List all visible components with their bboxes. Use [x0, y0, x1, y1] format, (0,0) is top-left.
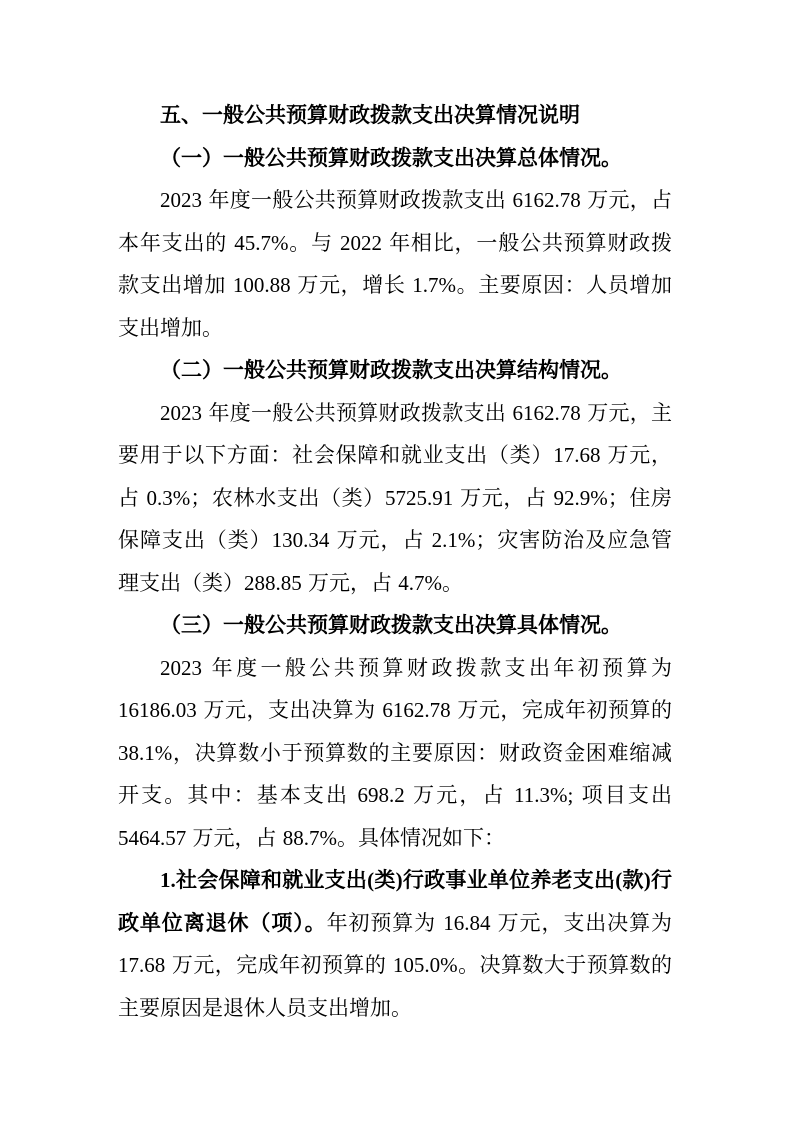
section-3-paragraph: 2023 年度一般公共预算财政拨款支出年初预算为 16186.03 万元，支出决算为 6162.78 万元，完成年初预算的 38.1%，决算数小于预算数的主要原因：财政资金困难缩减开支。其中：基本支出 698.2 万元，占 11.3%; 项目支出 5464.57 万元，占 88.7%。具体情况如下： — [118, 655, 672, 850]
chapter-heading: 五、一般公共预算财政拨款支出决算情况说明 — [160, 103, 580, 127]
section-3-item-1 — [118, 859, 672, 1029]
section-3-heading: （三）一般公共预算财政拨款支出决算具体情况。 — [160, 613, 622, 637]
document-body — [118, 94, 672, 1029]
item-1-bold-lead: 1.社会保障和就业支出(类)行政事业单位养老支出(款)行政单位离退休（项）。 — [118, 868, 672, 935]
section-1-paragraph: 2023 年度一般公共预算财政拨款支出 6162.78 万元，占本年支出的 45.7%。与 2022 年相比，一般公共预算财政拨款支出增加 100.88 万元，增长 1.7%。主要原因：人员增加支出增加。 — [118, 188, 672, 340]
section-2-paragraph: 2023 年度一般公共预算财政拨款支出 6162.78 万元，主要用于以下方面：社会保障和就业支出（类）17.68 万元，占 0.3%；农林水支出（类）5725.91 万元，占 92.9%；住房保障支出（类）130.34 万元，占 2.1%；灾害防治及应急管理支出（类）288.85 万元，占 4.7%。 — [118, 400, 672, 595]
section-1-heading: （一）一般公共预算财政拨款支出决算总体情况。 — [160, 145, 622, 170]
item-1-text: 年初预算为 16.84 万元，支出决算为 17.68 万元，完成年初预算的 105.0%。决算数大于预算数的主要原因是退休人员支出增加。 — [118, 910, 672, 1020]
section-2-heading: （二）一般公共预算财政拨款支出决算结构情况。 — [160, 358, 622, 382]
